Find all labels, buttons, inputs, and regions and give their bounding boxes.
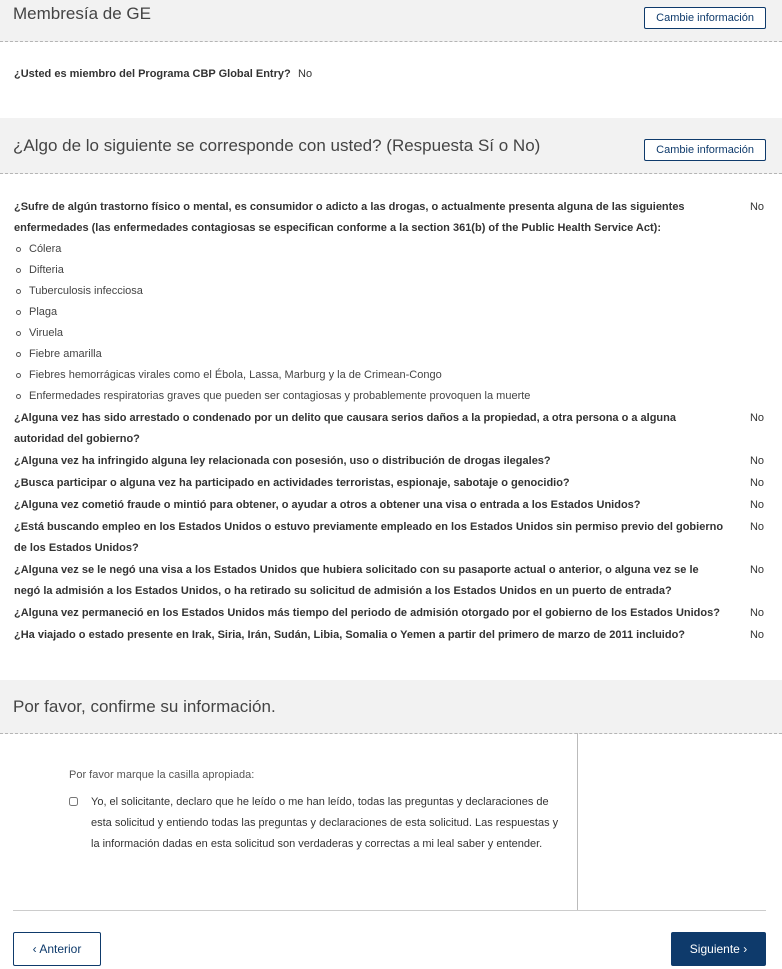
chevron-left-icon: ‹ <box>32 942 37 956</box>
previous-button[interactable] <box>13 932 101 966</box>
answer-text: No <box>749 564 764 576</box>
disease-label: Fiebres hemorrágicas virales como el Ébola, Lassa, Marburg y la de Crimean-Congo <box>29 369 442 381</box>
bullet-icon <box>16 394 21 399</box>
disease-label: Fiebre amarilla <box>29 348 102 360</box>
confirm-panel-left <box>0 733 578 910</box>
list-item <box>14 365 530 386</box>
question-text: ¿Alguna vez se le negó una visa a los Estados Unidos que hubiera solicitado con su pasaporte actual o anterior, o alguna vez se le negó la admisión a los Estados Unidos, o ha retirado su solicitud de admisión a los Estados Unidos en un puerto de entrada? <box>14 564 699 597</box>
question-text: ¿Alguna vez permaneció en los Estados Unidos más tiempo del periodo de admisión otorgado por el gobierno de los Estados Unidos? <box>14 607 720 619</box>
eligibility-section-header <box>0 118 782 174</box>
list-item <box>14 260 530 281</box>
question-text: ¿Alguna vez cometió fraude o mintió para obtener, o ayudar a otros a obtener una visa o entrada a los Estados Unidos? <box>14 499 641 511</box>
answer-text: No <box>749 477 764 489</box>
ge-question: ¿Usted es miembro del Programa CBP Global Entry? <box>14 68 291 80</box>
list-item <box>14 281 530 302</box>
answer-text: No <box>749 629 764 641</box>
ge-section-header <box>0 0 782 42</box>
confirm-section-header <box>0 680 782 734</box>
question-row-terrorism <box>14 473 766 494</box>
confirm-divider <box>13 910 766 911</box>
bullet-icon <box>16 310 21 315</box>
list-item <box>14 323 530 344</box>
answer-text: No <box>749 499 764 511</box>
list-item <box>14 386 530 407</box>
question-row-overstay <box>14 603 766 624</box>
disease-label: Cólera <box>29 243 62 255</box>
health-question: ¿Sufre de algún trastorno físico o mental, es consumidor o adicto a las drogas, o actualmente presenta alguna de las siguientes enfermedades (las enfermedades contagiosas se especifican conforme a la section 361(b) of the Public Health Service Act): <box>14 201 685 234</box>
disease-label: Difteria <box>29 264 64 276</box>
confirm-section-title: Por favor, confirme su información. <box>13 697 276 716</box>
disease-label: Tuberculosis infecciosa <box>29 285 143 297</box>
ge-section-title: Membresía de GE <box>13 4 151 23</box>
health-answer: No <box>749 201 764 213</box>
question-row-fraud <box>14 495 766 516</box>
list-item <box>14 239 530 260</box>
disease-label: Viruela <box>29 327 64 339</box>
ge-change-info-button[interactable]: Cambie información <box>644 7 766 29</box>
checkbox-prompt: Por favor marque la casilla apropiada: <box>69 769 255 781</box>
disease-label: Plaga <box>29 306 58 318</box>
health-question-row <box>14 197 766 239</box>
question-text: ¿Alguna vez has sido arrestado o condenado por un delito que causara serios daños a la propiedad, a otra persona o a alguna autoridad del gobierno? <box>14 412 676 445</box>
question-text: ¿Busca participar o alguna vez ha participado en actividades terroristas, espionaje, sabotaje o genocidio? <box>14 477 570 489</box>
answer-text: No <box>749 455 764 467</box>
question-text: ¿Está buscando empleo en los Estados Unidos o estuvo previamente empleado en los Estados Unidos sin permiso previo del gobierno de los Estados Unidos? <box>14 521 724 554</box>
ge-question-row <box>14 64 766 85</box>
eligibility-section-title: ¿Algo de lo siguiente se corresponde con usted? (Respuesta Sí o No) <box>13 136 541 155</box>
eligibility-change-info-button[interactable]: Cambie información <box>644 139 766 161</box>
question-row-drugs <box>14 451 766 472</box>
previous-label: Anterior <box>39 942 82 956</box>
bullet-icon <box>16 331 21 336</box>
answer-text: No <box>749 412 764 424</box>
question-row-travel <box>14 625 766 646</box>
answer-text: No <box>749 521 764 533</box>
next-button[interactable] <box>671 932 766 966</box>
bullet-icon <box>16 352 21 357</box>
list-item <box>14 344 530 365</box>
declaration-text: Yo, el solicitante, declaro que he leído o me han leído, todas las preguntas y declaraciones de esta solicitud y entiendo todas las preguntas y declaraciones de esta solicitud. Las respuestas y la información dadas en esta solicitud son verdaderas y correctas a mi leal saber y entender. <box>91 796 559 850</box>
question-text: ¿Alguna vez ha infringido alguna ley relacionada con posesión, uso o distribución de drogas ilegales? <box>14 455 551 467</box>
disease-label: Enfermedades respiratorias graves que pueden ser contagiosas y probablemente provoquen la muerte <box>29 390 531 402</box>
next-label: Siguiente <box>689 942 740 956</box>
bullet-icon <box>16 373 21 378</box>
disease-list <box>14 239 530 407</box>
confirm-panel <box>0 733 782 911</box>
question-row-arrest <box>14 408 766 450</box>
bullet-icon <box>16 268 21 273</box>
bullet-icon <box>16 247 21 252</box>
chevron-right-icon: › <box>743 942 748 956</box>
question-text: ¿Ha viajado o estado presente en Irak, Siria, Irán, Sudán, Libia, Somalia o Yemen a partir del primero de marzo de 2011 incluido? <box>14 629 686 641</box>
list-item <box>14 302 530 323</box>
bullet-icon <box>16 289 21 294</box>
answer-text: No <box>749 607 764 619</box>
ge-answer: No <box>298 68 313 80</box>
declaration-checkbox[interactable] <box>69 797 78 806</box>
question-row-employment <box>14 517 766 559</box>
question-row-visa-denied <box>14 560 766 602</box>
